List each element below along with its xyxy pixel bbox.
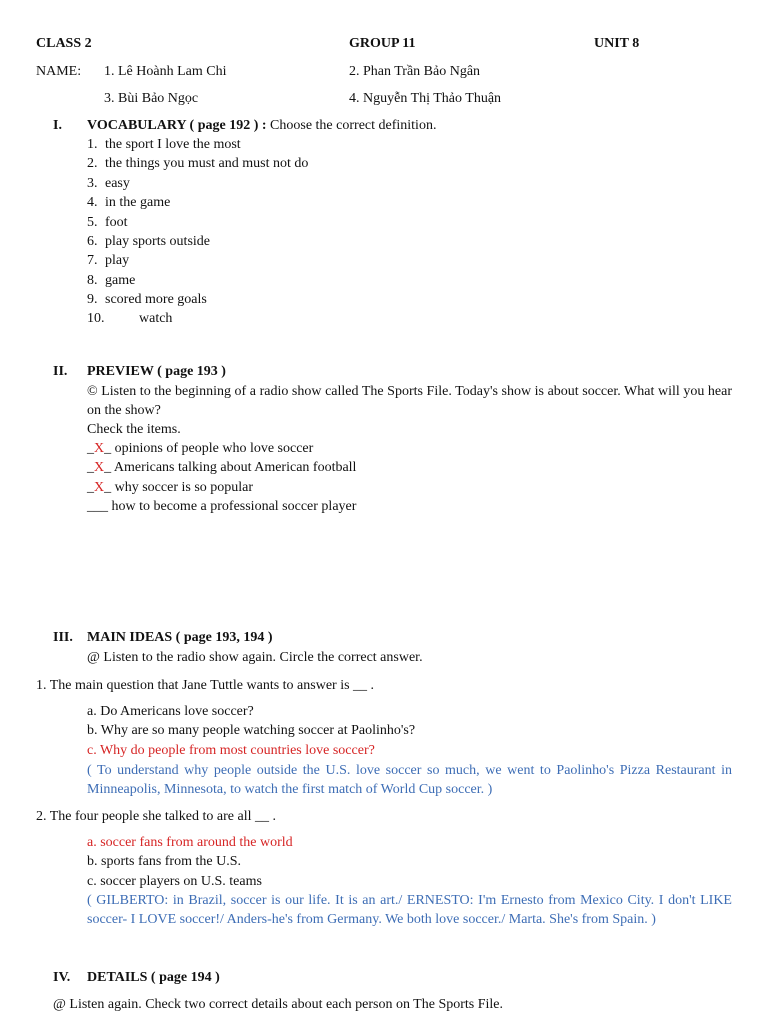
q2-option-b: b. sports fans from the U.S. [87,854,241,869]
section-4-instruction: @ Listen again. Check two correct details about each person on The Sports File. [53,997,504,1012]
list-item: 9. scored more goals [87,292,207,307]
section-4-roman: IV. [53,970,71,985]
list-item: 6. play sports outside [87,234,210,249]
section-1-title: VOCABULARY ( page 192 ) : [87,118,267,133]
name-label: NAME: [36,64,82,79]
section-2-check-instruction: Check the items. [87,422,181,437]
list-item: 4. in the game [87,195,171,210]
section-1-heading [87,117,436,135]
student-name-4: 4. Nguyễn Thị Thảo Thuận [349,91,502,106]
list-item: 2. the things you must and must not do [87,156,309,171]
unit-label: UNIT 8 [594,36,640,51]
section-3-roman: III. [53,630,73,645]
list-item: _X_ why soccer is so popular [87,480,254,495]
student-name-3: 3. Bùi Bảo Ngọc [104,91,199,106]
section-3-title: MAIN IDEAS ( page 193, 194 ) [87,630,273,645]
question-1: 1. The main question that Jane Tuttle wants to answer is __ . [36,678,375,693]
section-4-title: DETAILS ( page 194 ) [87,970,220,985]
q1-evidence: ( To understand why people outside the U.S. love soccer so much, we went to Paolinho's Pizza Restaurant in Minneapolis, Minnesota, to watch the first match of World Cup soccer. ) [87,763,732,797]
check-mark: X [94,460,105,475]
q2-option-a-answer: a. soccer fans from around the world [87,835,293,850]
group-label: GROUP 11 [349,36,416,51]
section-1-instruction: Choose the correct definition. [270,118,437,133]
question-2: 2. The four people she talked to are all __ . [36,809,276,824]
class-label: CLASS 2 [36,36,92,51]
list-item: 5. foot [87,215,128,230]
list-item: ___ how to become a professional soccer player [87,499,357,514]
section-2-title: PREVIEW ( page 193 ) [87,364,226,379]
q1-option-a: a. Do Americans love soccer? [87,704,254,719]
section-3-instruction: @ Listen to the radio show again. Circle the correct answer. [87,650,423,665]
student-name-1: 1. Lê Hoành Lam Chi [104,64,227,79]
q2-option-c: c. soccer players on U.S. teams [87,874,262,889]
list-item: _X_ Americans talking about American football [87,460,357,475]
q2-evidence: ( GILBERTO: in Brazil, soccer is our life. It is an art./ ERNESTO: I'm Ernesto from Mexico City. I don't LIKE soccer- I LOVE soccer!/ Anders-he's from Germany. We both love soccer./ Marta. She's from Spain. ) [87,893,732,927]
section-2-roman: II. [53,364,68,379]
section-1-roman: I. [53,118,62,133]
list-item: 10. watch [87,311,173,326]
check-mark: X [94,441,105,456]
check-mark: X [94,480,105,495]
student-name-2: 2. Phan Trần Bảo Ngân [349,64,481,79]
list-item: 1. the sport I love the most [87,137,241,152]
list-item: _X_ opinions of people who love soccer [87,441,314,456]
q1-option-c-answer: c. Why do people from most countries love soccer? [87,743,375,758]
list-item: 7. play [87,253,130,268]
list-item: 8. game [87,273,136,288]
section-2-intro: © Listen to the beginning of a radio show called The Sports File. Today's show is about soccer. What will you hear on the show? [87,384,732,418]
list-item: 3. easy [87,176,130,191]
q1-option-b: b. Why are so many people watching soccer at Paolinho's? [87,723,416,738]
